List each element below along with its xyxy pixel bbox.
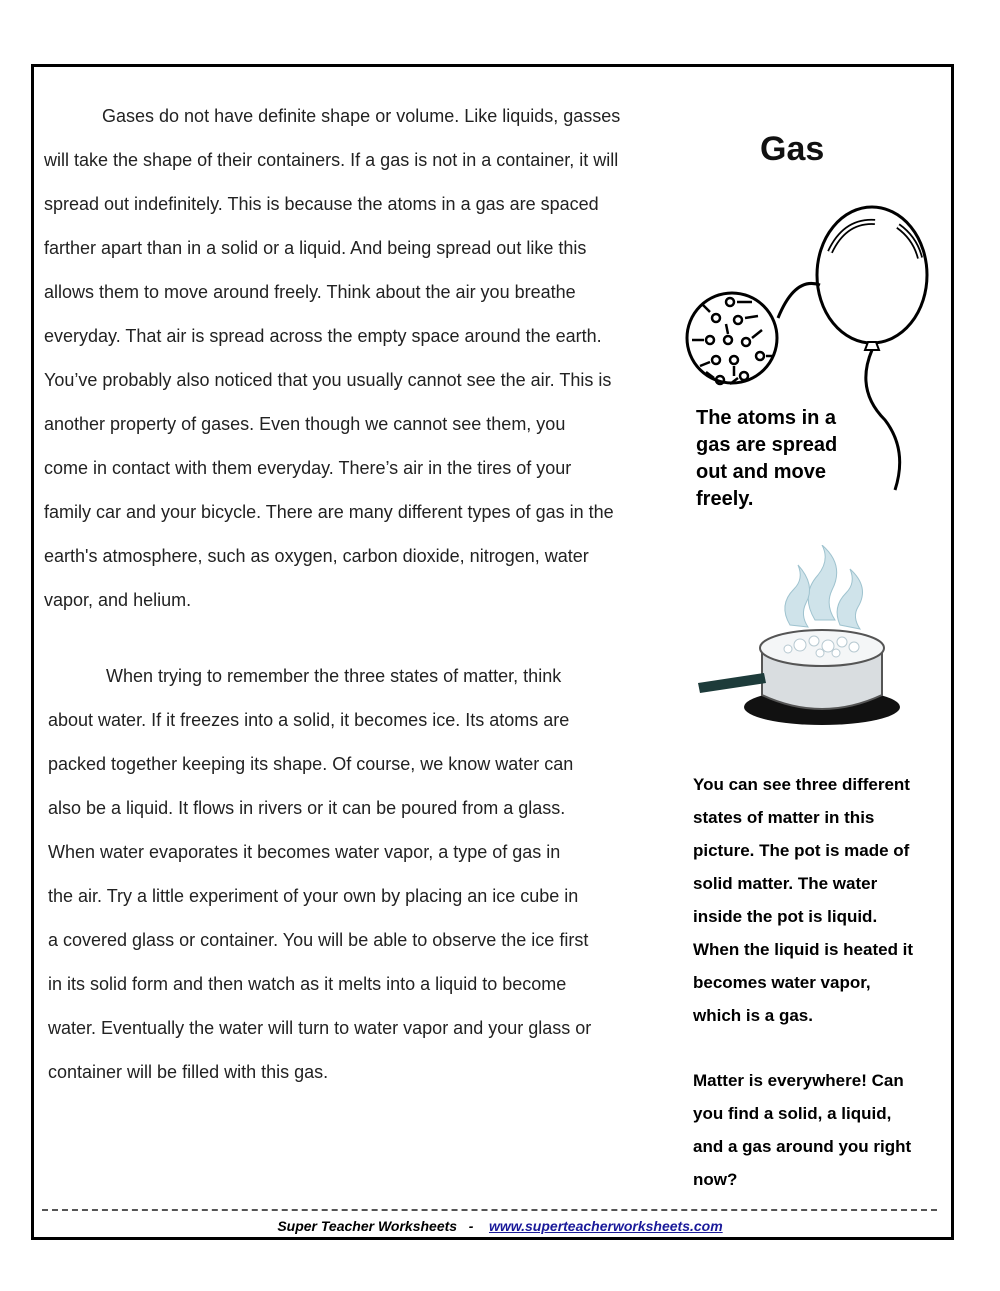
text-line: family car and your bicycle. There are many different types of gas in the <box>44 502 614 522</box>
text-line: in its solid form and then watch as it melts into a liquid to become <box>48 974 567 994</box>
caption-line: gas are spread <box>696 434 838 456</box>
caption-line: becomes water vapor, <box>693 973 871 992</box>
text-line: the air. Try a little experiment of your own by placing an ice cube in <box>48 886 579 906</box>
text-line: water. Eventually the water will turn to water vapor and your glass or <box>48 1018 592 1038</box>
footer <box>0 1218 1000 1234</box>
caption-line: When the liquid is heated it <box>693 940 914 959</box>
boiling-pot-illustration <box>690 545 910 735</box>
text-line: When water evaporates it becomes water vapor, a type of gas in <box>48 842 561 862</box>
atoms-caption <box>696 405 837 513</box>
text-line: earth's atmosphere, such as oxygen, carbon dioxide, nitrogen, water <box>44 546 589 566</box>
footer-separator: - <box>468 1218 474 1234</box>
footer-brand: Super Teacher Worksheets <box>277 1218 458 1234</box>
caption-line: which is a gas. <box>693 1006 813 1025</box>
caption-line: out and move <box>696 461 827 483</box>
text-line: a covered glass or container. You will be able to observe the ice first <box>48 930 589 950</box>
paragraph-states-of-matter <box>48 654 591 1094</box>
caption-line: now? <box>693 1170 738 1189</box>
text-line: container will be filled with this gas. <box>48 1062 329 1082</box>
caption-line: The atoms in a <box>696 407 837 429</box>
text-line: When trying to remember the three states of matter, think <box>106 666 562 686</box>
text-line: allows them to move around freely. Think about the air you breathe <box>44 282 576 302</box>
matter-caption <box>693 1064 911 1196</box>
paragraph-gas-properties <box>44 94 620 622</box>
caption-line: freely. <box>696 488 754 510</box>
states-caption <box>693 768 913 1032</box>
text-line: will take the shape of their containers. If a gas is not in a container, it will <box>44 150 619 170</box>
text-line: Gases do not have definite shape or volume. Like liquids, gasses <box>102 106 621 126</box>
caption-line: you find a solid, a liquid, <box>693 1104 892 1123</box>
text-line: packed together keeping its shape. Of course, we know water can <box>48 754 574 774</box>
caption-line: picture. The pot is made of <box>693 841 910 860</box>
text-line: vapor, and helium. <box>44 590 192 610</box>
text-line: You’ve probably also noticed that you usually cannot see the air. This is <box>44 370 612 390</box>
caption-line: solid matter. The water <box>693 874 878 893</box>
text-line: also be a liquid. It flows in rivers or it can be poured from a glass. <box>48 798 566 818</box>
footer-link[interactable]: www.superteacherworksheets.com <box>488 1218 723 1234</box>
caption-line: inside the pot is liquid. <box>693 907 878 926</box>
text-line: about water. If it freezes into a solid, it becomes ice. Its atoms are <box>48 710 570 730</box>
text-line: spread out indefinitely. This is because the atoms in a gas are spaced <box>44 194 599 214</box>
text-line: farther apart than in a solid or a liquid. And being spread out like this <box>44 238 587 258</box>
footer-divider <box>42 1209 937 1211</box>
text-line: everyday. That air is spread across the empty space around the earth. <box>44 326 602 346</box>
caption-line: You can see three different <box>693 775 910 794</box>
sidebar-title: Gas <box>760 130 825 168</box>
caption-line: and a gas around you right <box>693 1137 912 1156</box>
caption-line: Matter is everywhere! Can <box>693 1071 904 1090</box>
text-line: come in contact with them everyday. There’s air in the tires of your <box>44 458 572 478</box>
caption-line: states of matter in this <box>693 808 875 827</box>
text-line: another property of gases. Even though we cannot see them, you <box>44 414 566 434</box>
